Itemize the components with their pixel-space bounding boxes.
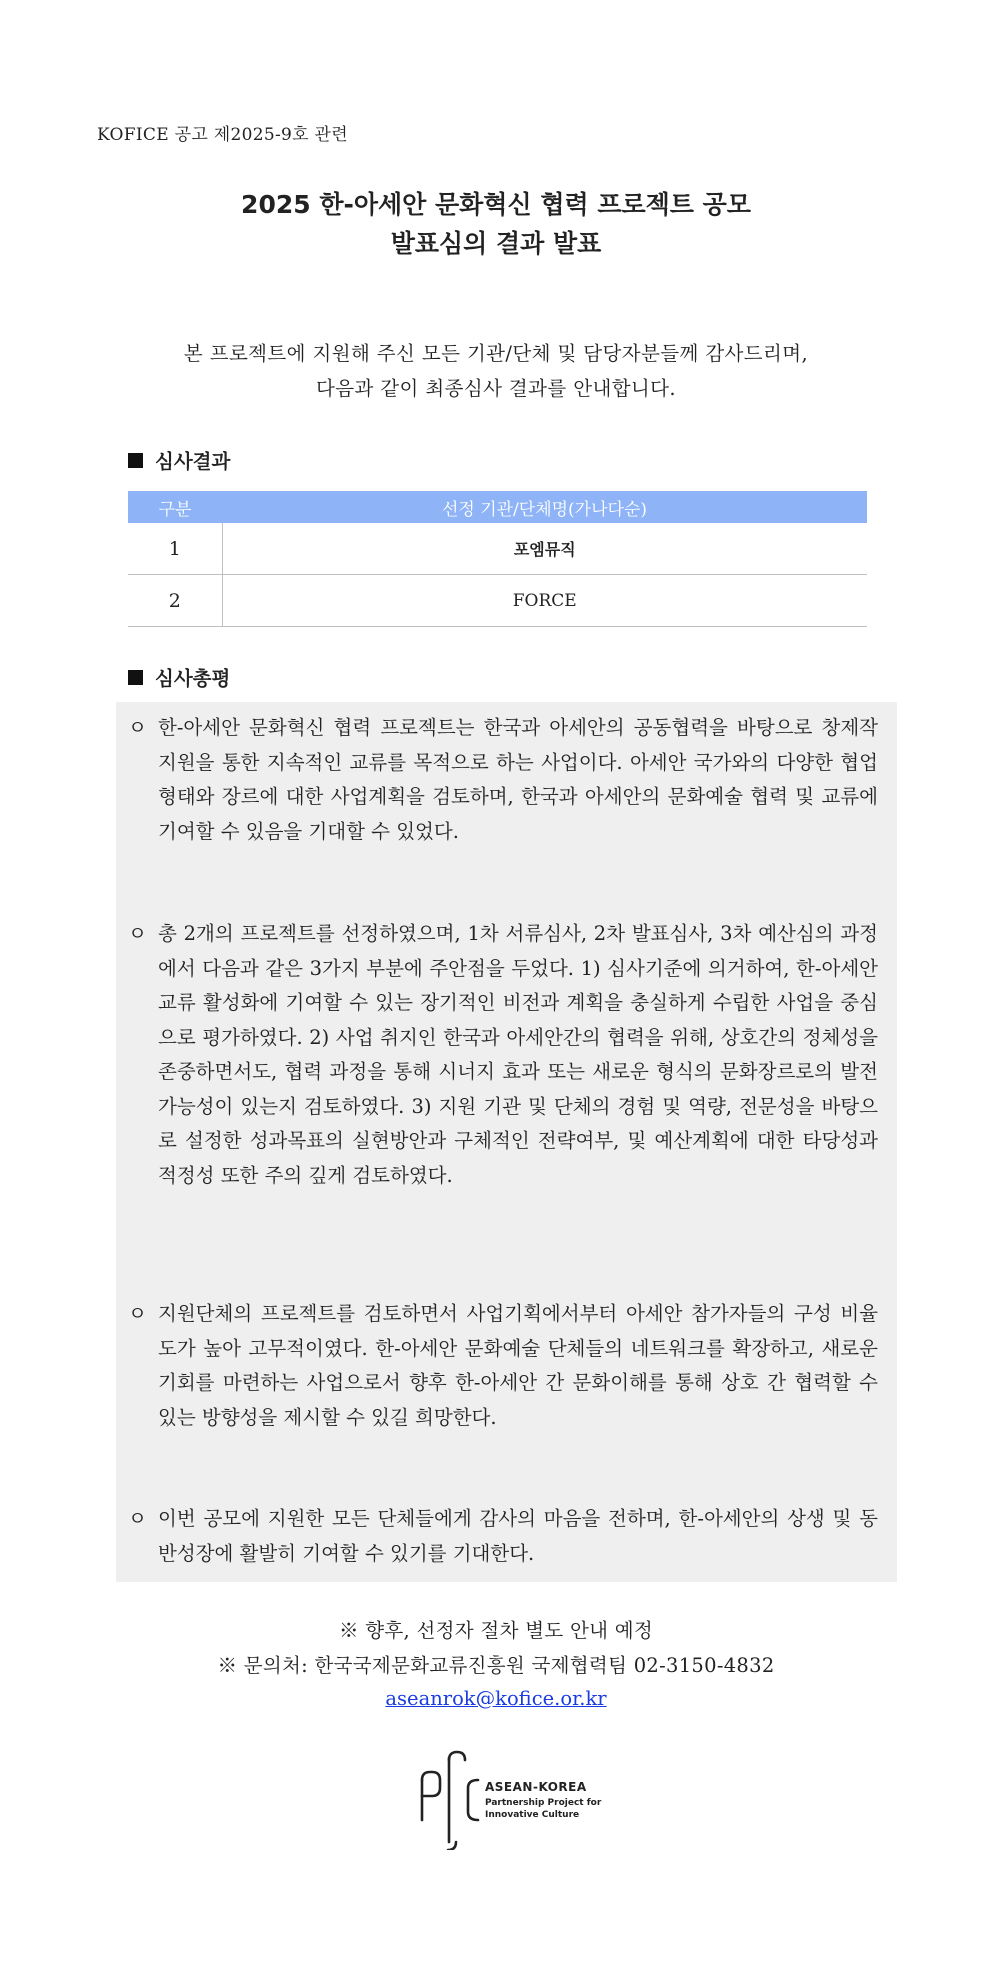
selection-notice: ※ 향후, 선정자 절차 별도 안내 예정: [338, 1619, 654, 1642]
square-bullet-icon: [128, 670, 143, 685]
row-number: 2: [128, 575, 222, 627]
circle-bullet-icon: ㅇ: [128, 716, 147, 739]
contact-email: [0, 1687, 992, 1710]
circle-bullet-icon: ㅇ: [128, 1302, 147, 1325]
square-bullet-icon: [128, 453, 143, 468]
review-item-text: 한-아세안 문화혁신 협력 프로젝트는 한국과 아세안의 공동협력을 바탕으로 창제작 지원을 통한 지속적인 교류를 목적으로 하는 사업이다. 아세안 국가와의 다양한 협업 형태와 장르에 대한 사업계획을 검토하며, 한국과 아세안의 문화예술 협력 및 교류에 기여할 수 있음을 기대할 수 있었다.: [158, 716, 878, 843]
logo-subtitle-2: Innovative Culture: [485, 1810, 580, 1820]
email-link[interactable]: aseanrok@kofice.or.kr: [385, 1687, 607, 1710]
table-row: [128, 575, 867, 627]
announcement-reference: KOFICE 공고 제2025-9호 관련: [97, 125, 348, 145]
results-heading: [128, 446, 230, 474]
column-header-division: 구분: [128, 491, 222, 523]
review-item: [128, 1502, 878, 1571]
review-heading-label: 심사총평: [155, 667, 231, 690]
table-header-row: [128, 491, 867, 523]
results-table: [128, 491, 867, 627]
review-item-text: 지원단체의 프로젝트를 검토하면서 사업기획에서부터 아세안 참가자들의 구성 비율도가 높아 고무적이였다. 한-아세안 문화예술 단체들의 네트워크를 확장하고, 새로운 기회를 마련하는 사업으로서 향후 한-아세안 간 문화이해를 통해 상호 간 협력할 수 있는 방향성을 제시할 수 있길 희망한다.: [158, 1302, 878, 1429]
review-item: [128, 711, 878, 849]
results-heading-label: 심사결과: [155, 450, 231, 473]
review-heading: [128, 663, 230, 691]
page-subtitle: 발표심의 결과 발표: [390, 229, 602, 258]
circle-bullet-icon: ㅇ: [128, 922, 147, 945]
organization-name: FORCE: [222, 575, 867, 627]
contact-info: ※ 문의처: 한국국제문화교류진흥원 국제협력팀 02-3150-4832: [217, 1654, 775, 1677]
logo-title: ASEAN-KOREA: [485, 1780, 587, 1794]
review-item: [128, 1297, 878, 1435]
review-item-text: 이번 공모에 지원한 모든 단체들에게 감사의 마음을 전하며, 한-아세안의 상생 및 동반성장에 활발히 기여할 수 있기를 기대한다.: [158, 1507, 878, 1565]
intro-line-2: 다음과 같이 최종심사 결과를 안내합니다.: [315, 377, 677, 400]
page-title: 2025 한-아세안 문화혁신 협력 프로젝트 공모: [241, 190, 751, 219]
review-item: [128, 917, 878, 1193]
table-row: [128, 523, 867, 575]
row-number: 1: [128, 523, 222, 575]
intro-line-1: 본 프로젝트에 지원해 주신 모든 기관/단체 및 담당자분들께 감사드리며,: [183, 342, 809, 365]
column-header-organization: 선정 기관/단체명(가나다순): [222, 491, 867, 523]
organization-name: 포엠뮤직: [222, 523, 867, 575]
circle-bullet-icon: ㅇ: [128, 1507, 147, 1530]
review-item-text: 총 2개의 프로젝트를 선정하였으며, 1차 서류심사, 2차 발표심사, 3차 예산심의 과정에서 다음과 같은 3가지 부분에 주안점을 두었다. 1) 심사기준에 의거하여, 한-아세안 교류 활성화에 기여할 수 있는 장기적인 비전과 계획을 충실하게 수립한 사업을 중심으로 평가하였다. 2) 사업 취지인 한국과 아세안간의 협력을 위해, 상호간의 정체성을 존중하면서도, 협력 과정을 통해 시너지 효과 또는 새로운 형식의 문화장르로의 발전 가능성이 있는지 검토하였다. 3) 지원 기관 및 단체의 경험 및 역량, 전문성을 바탕으로 설정한 성과목표의 실현방안과 구체적인 전략여부, 및 예산계획에 대한 타당성과 적정성 또한 주의 깊게 검토하였다.: [158, 922, 878, 1187]
logo-subtitle-1: Partnership Project for: [485, 1798, 602, 1808]
